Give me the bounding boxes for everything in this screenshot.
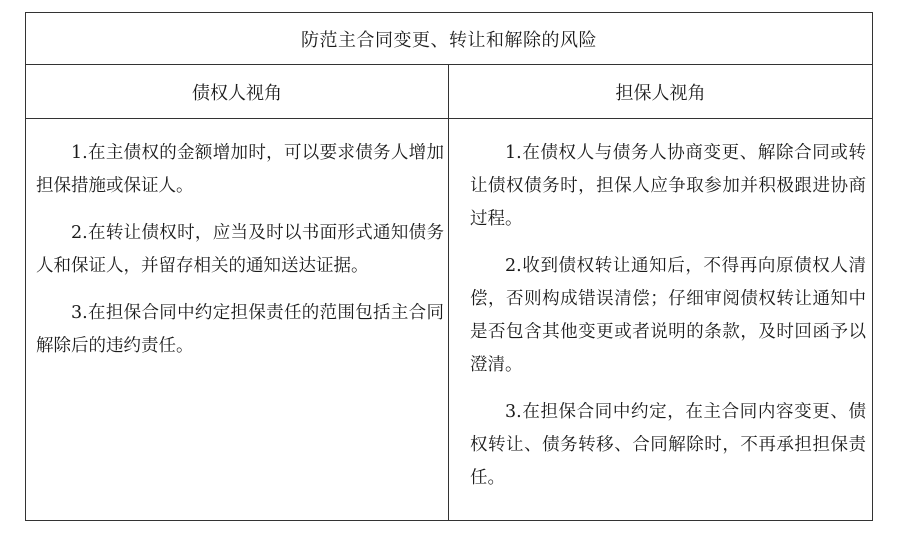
creditor-item-3: 3.在担保合同中约定担保责任的范围包括主合同解除后的违约责任。 [36, 303, 444, 356]
header-row [26, 65, 872, 119]
guarantor-item-3: 3.在担保合同中约定，在主合同内容变更、债权转让、债务转移、合同解除时，不再承担担保责任。 [470, 402, 866, 488]
header-guarantor: 担保人视角 [615, 82, 706, 104]
creditor-item-1: 1.在主债权的金额增加时，可以要求债务人增加担保措施或保证人。 [36, 143, 444, 196]
guarantor-column [449, 119, 872, 520]
header-creditor: 债权人视角 [26, 65, 449, 118]
creditor-item-2: 2.在转让债权时，应当及时以书面形式通知债务人和保证人，并留存相关的通知送达证据。 [36, 223, 444, 276]
guarantor-item-1: 1.在债权人与债务人协商变更、解除合同或转让债权债务时，担保人应争取参加并积极跟进协商过程。 [470, 143, 866, 229]
guarantor-item-2: 2.收到债权转让通知后，不得再向原债权人清偿，否则构成错误清偿；仔细审阅债权转让通知中是否包含其他变更或者说明的条款，及时回函予以澄清。 [470, 256, 866, 375]
risk-table [25, 12, 873, 521]
body-row [26, 119, 872, 520]
table-title: 防范主合同变更、转让和解除的风险 [26, 13, 872, 65]
creditor-column [26, 119, 449, 520]
